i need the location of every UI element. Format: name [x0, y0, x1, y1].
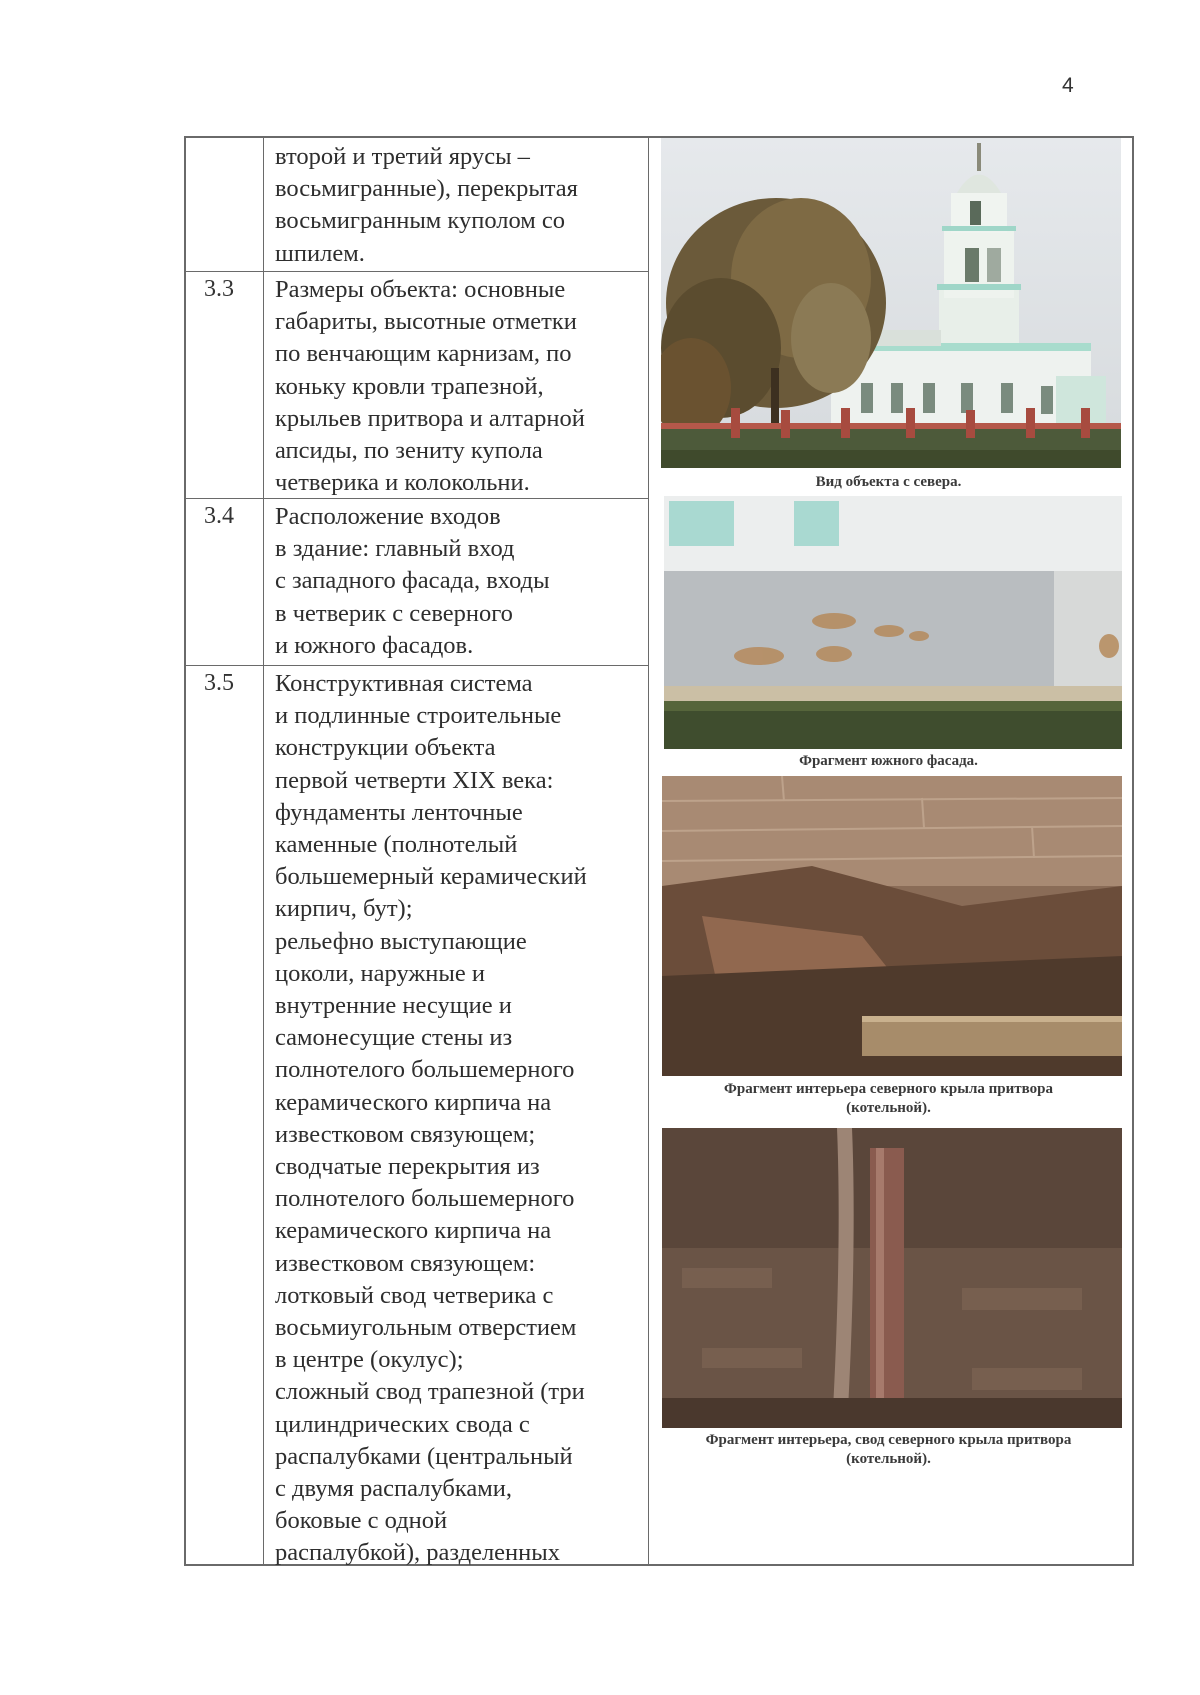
- row-text-dimensions: Размеры объекта: основные габариты, высотные отметки по венчающим карнизам, по коньку кровли трапезной, крыльев притвора и алтарной апсиды, по зениту купола четверика и колокольни.: [275, 276, 585, 497]
- page-number: 4: [1062, 74, 1074, 97]
- row-number: 3.3: [204, 276, 234, 302]
- vault-pipe-photo: [662, 1128, 1122, 1428]
- row-divider: [186, 271, 648, 272]
- column-divider: [263, 138, 264, 1564]
- row-text-entrances: Расположение входов в здание: главный вход с западного фасада, входы в четверик с северного и южного фасадов.: [275, 503, 550, 659]
- photo-caption: Фрагмент южного фасада.: [799, 753, 978, 769]
- row-divider: [186, 665, 648, 666]
- photo-caption: Фрагмент интерьера, свод северного крыла притвора (котельной).: [705, 1432, 1072, 1467]
- facade-photo: [664, 496, 1122, 749]
- row-text-structure: Конструктивная система и подлинные строительные конструкции объекта первой четверти XIX века: фундаменты ленточные каменные (полнотелый большемерный керамический кирпич, бут); рельефно выступающие цоколи, наружные и внутренние несущие и самонесущие стены из полнотелого большемерного керамического кирпича на известковом связующем; сводчатые перекрытия из полнотелого большемерного керамического кирпича на известковом связующем: лотковый свод четверика с восьмиугольным отверстием в центре (окулус); сложный свод трапезной (три цилиндрических свода с распалубками (центральный с двумя распалубками, боковые с одной распалубкой), разделенных: [275, 670, 587, 1567]
- row-text-continuation: второй и третий ярусы – восьмигранные), перекрытая восьмигранным куполом со шпилем.: [275, 143, 578, 267]
- passport-table: [184, 136, 1134, 1566]
- photo-caption: Вид объекта с севера.: [815, 474, 962, 490]
- row-number: 3.4: [204, 503, 234, 529]
- row-number: 3.5: [204, 670, 234, 696]
- church-photo: [661, 138, 1121, 468]
- photo-caption: Фрагмент интерьера северного крыла притвора (котельной).: [724, 1081, 1053, 1116]
- brick-wall-photo: [662, 776, 1122, 1076]
